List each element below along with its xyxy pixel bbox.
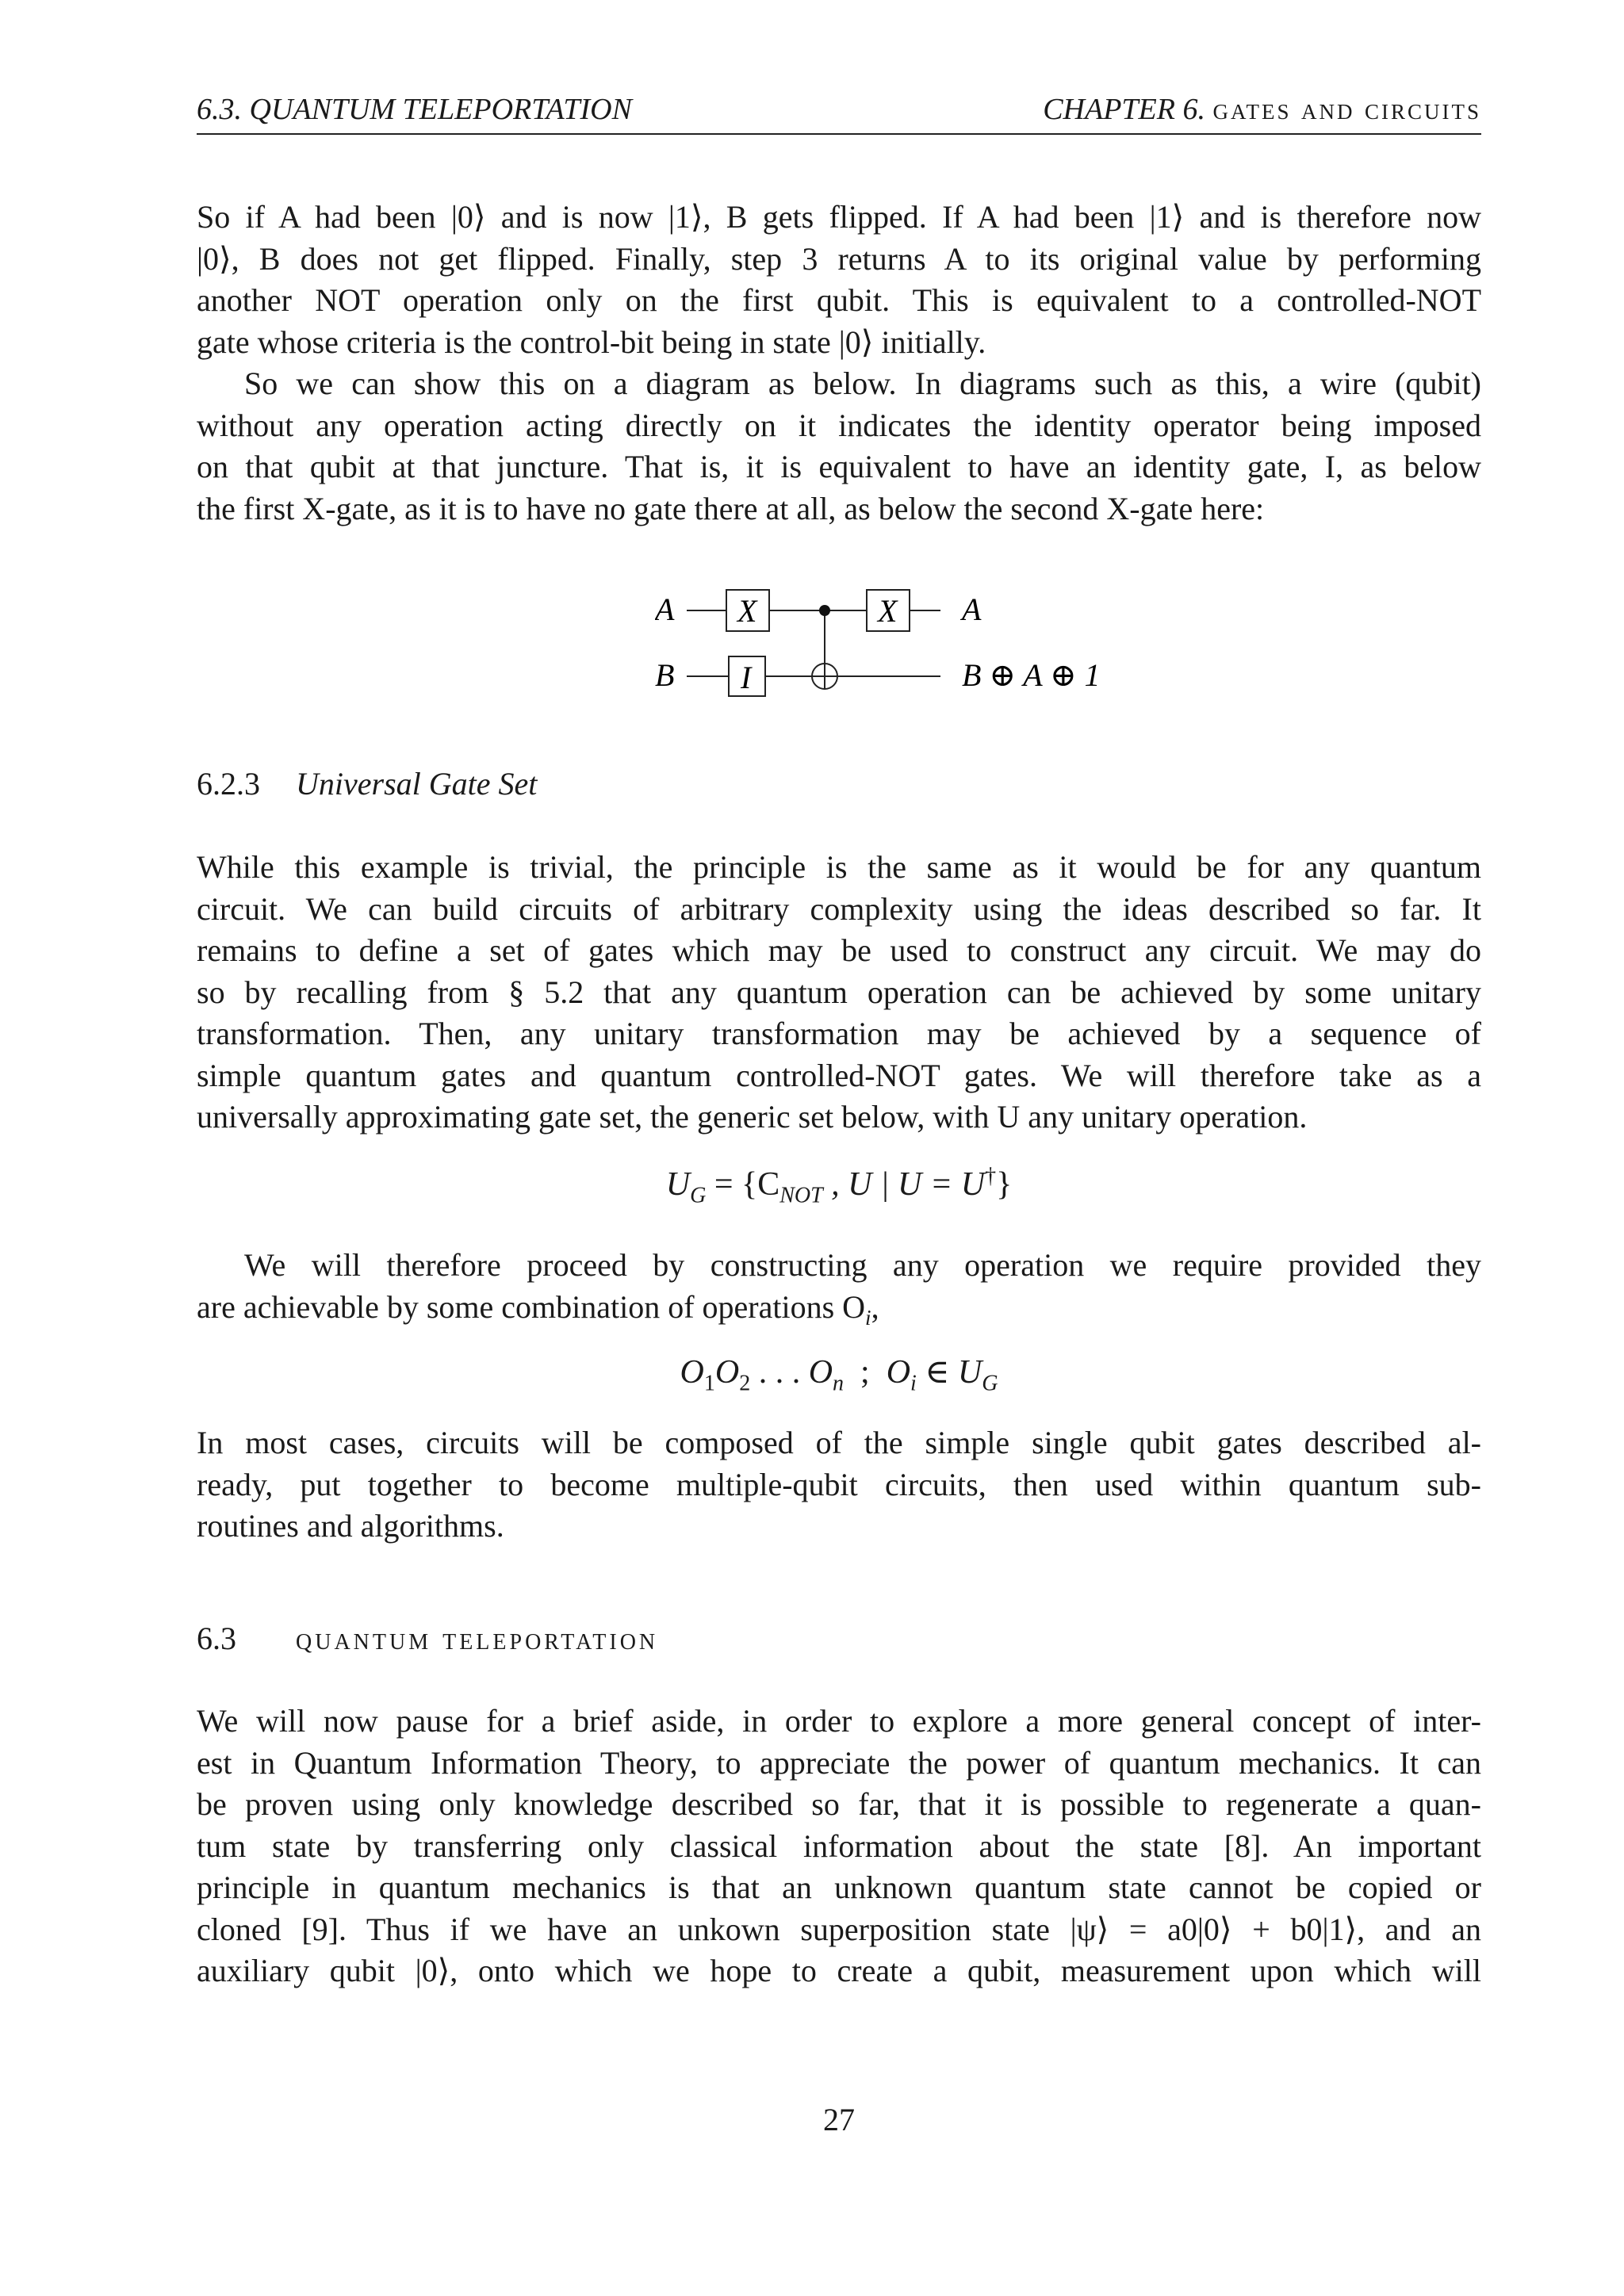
paragraph-line: simple quantum gates and quantum controlled-NOT gates. We will therefore take as a — [197, 1057, 1481, 1093]
paragraph-line: principle in quantum mechanics is that an unknown quantum state cannot be copied or — [197, 1869, 1481, 1905]
paragraph-line: |0⟩, B does not get flipped. Finally, step 3 returns A to its original value by performing — [197, 240, 1481, 277]
paragraph-line: transformation. Then, any unitary transformation may be achieved by a sequence of — [197, 1016, 1481, 1051]
subsection-heading — [197, 765, 537, 802]
equation-gate-set: $U_G = \{C_{NOT}$ , U | U = U†} — [665, 1164, 1013, 1208]
paragraph-line: circuit. We can build circuits of arbitrary complexity using the ideas described so far. It — [197, 890, 1481, 927]
paragraph-5 — [197, 1422, 1481, 1548]
section-heading — [197, 1620, 658, 1657]
paragraph-line: est in Quantum Information Theory, to appreciate the power of quantum mechanics. It can — [197, 1744, 1481, 1781]
header-section-title: 6.3. QUANTUM TELEPORTATION — [197, 93, 632, 126]
wire-b-input-label: B — [655, 657, 675, 693]
cnot-control-dot — [819, 605, 830, 616]
paragraph-line: So if A had been |0⟩ and is now |1⟩, B gets flipped. If A had been |1⟩ and is therefore now — [197, 199, 1481, 235]
identity-gate-label: I — [741, 660, 752, 695]
section-number: 6.3 — [197, 1621, 236, 1656]
running-header — [197, 89, 1481, 135]
section-title: quantum teleportation — [296, 1621, 659, 1656]
paragraph-line: another NOT operation only on the first qubit. This is equivalent to a controlled-NOT — [197, 282, 1481, 318]
paragraph-line: So we can show this on a diagram as below. In diagrams such as this, a wire (qubit) — [244, 365, 1481, 401]
paragraph-line: ready, put together to become multiple-qubit circuits, then used within quantum sub- — [197, 1466, 1481, 1502]
x-gate-1-label: X — [737, 593, 757, 629]
header-chapter-title: gates and circuits — [1212, 93, 1481, 126]
paragraph-3 — [197, 847, 1481, 1138]
equation-operation-sequence: $O_1O_2$ . . . $O_n$ ; $O_i$ ∈ $U_G$ — [680, 1354, 998, 1396]
paragraph-line: cloned [9]. Thus if we have an unkown superposition state |ψ⟩ = a0|0⟩ + b0|1⟩, and an — [197, 1911, 1481, 1947]
paragraph-line: on that qubit at that juncture. That is, it is equivalent to have an identity gate, I, as below — [197, 449, 1481, 484]
paragraph-line: routines and algorithms. — [197, 1508, 504, 1544]
paragraph-1 — [197, 197, 1481, 363]
x-gate-2-label: X — [878, 593, 898, 629]
paragraph-line: While this example is trivial, the principle is the same as it would be for any quantum — [197, 849, 1481, 885]
paragraph-line: We will now pause for a brief aside, in order to explore a more general concept of inter- — [197, 1703, 1481, 1739]
paragraph-line: so by recalling from § 5.2 that any quantum operation can be achieved by some unitary — [197, 974, 1481, 1010]
paragraph-line: auxiliary qubit |0⟩, onto which we hope to create a qubit, measurement upon which will — [197, 1953, 1481, 1988]
paragraph-line: remains to define a set of gates which may be used to construct any circuit. We may do — [197, 932, 1481, 968]
paragraph-line: universally approximating gate set, the generic set below, with U any unitary operation. — [197, 1099, 1308, 1135]
paragraph-line: tum state by transferring only classical information about the state [8]. An important — [197, 1827, 1481, 1864]
paragraph-6 — [197, 1701, 1481, 1992]
quantum-circuit-diagram — [655, 587, 1369, 714]
subsection-number: 6.2.3 — [197, 766, 260, 802]
paragraph-line: are achievable by some combination of operations $O_i$, — [197, 1288, 879, 1330]
subsection-title: Universal Gate Set — [296, 766, 538, 802]
paragraph-4 — [197, 1245, 1481, 1338]
wire-a-input-label: A — [655, 591, 675, 627]
paragraph-line: the first X-gate, as it is to have no gate there at all, as below the second X-gate here: — [197, 490, 1265, 526]
page-number: 27 — [823, 2102, 855, 2137]
paragraph-line: We will therefore proceed by constructing any operation we require provided they — [244, 1247, 1481, 1283]
header-chapter — [1043, 92, 1481, 127]
paragraph-2 — [197, 363, 1481, 530]
paragraph-line: In most cases, circuits will be composed of the simple single qubit gates described al- — [197, 1425, 1481, 1460]
paragraph-line: without any operation acting directly on it indicates the identity operator being imposed — [197, 407, 1481, 443]
wire-b-output-label: B ⊕ A ⊕ 1 — [962, 657, 1101, 693]
header-chapter-number: CHAPTER 6. — [1043, 93, 1205, 126]
wire-a-output-label: A — [962, 591, 982, 627]
paragraph-line: be proven using only knowledge described so far, that it is possible to regenerate a quan- — [197, 1786, 1481, 1822]
paragraph-line: gate whose criteria is the control-bit being in state |0⟩ initially. — [197, 323, 986, 360]
